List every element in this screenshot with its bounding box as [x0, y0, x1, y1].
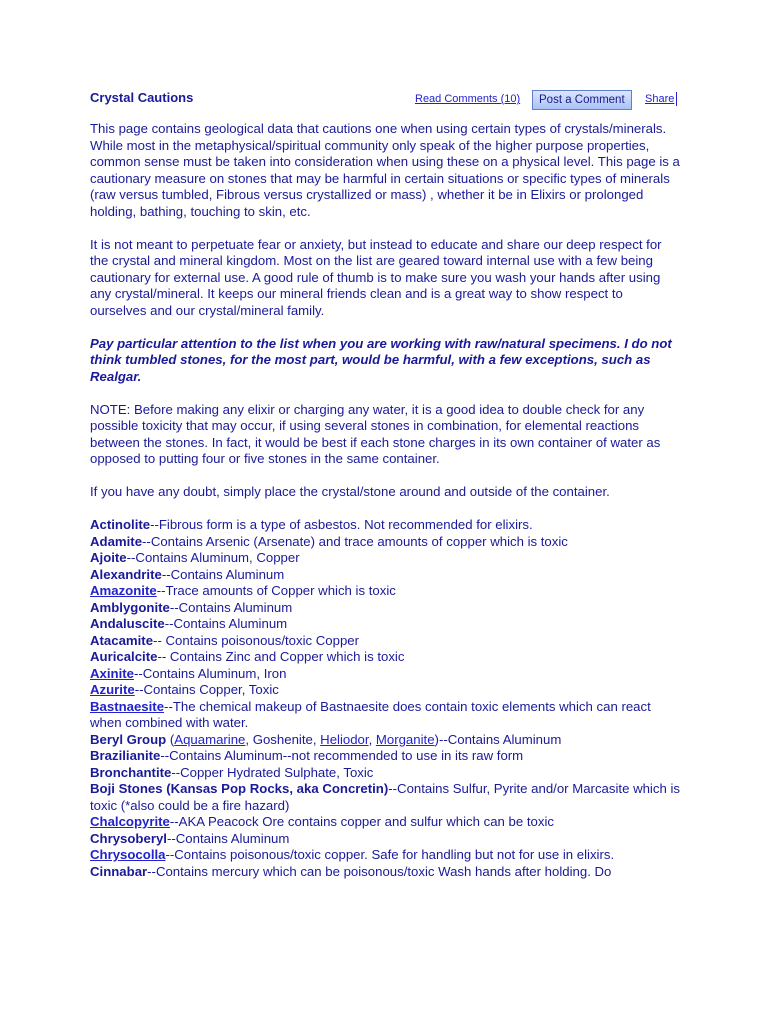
list-item	[90, 682, 682, 699]
list-item	[90, 864, 682, 881]
post-comment-button[interactable]: Post a Comment	[532, 90, 632, 110]
list-item	[90, 666, 682, 683]
mineral-name: Andaluscite	[90, 616, 165, 631]
mineral-name: Brazilianite	[90, 748, 161, 763]
mineral-caution: -- Contains Zinc and Copper which is toxic	[157, 649, 405, 664]
mineral-link-chrysocolla[interactable]: Chrysocolla	[90, 847, 166, 862]
mineral-name: Bronchantite	[90, 764, 172, 780]
list-item	[90, 765, 682, 782]
list-item	[90, 633, 682, 650]
mineral-name: Amblygonite	[90, 599, 170, 615]
share-divider	[676, 92, 677, 106]
mineral-caution: --Contains Sulfur, Pyrite and/or Marcasite which is toxic (*also could be a fire hazard)	[90, 781, 680, 813]
note-paragraph: NOTE: Before making any elixir or charging any water, it is a good idea to double check for any possible toxicity that may occur, if using several stones in combination, for elemental reactions between the stones. In fact, it would be best if each stone charges in its own container of water as opposed to putting four or five stones in the same container.	[90, 401, 661, 466]
mineral-caution: --Contains Copper, Toxic	[134, 682, 279, 697]
mineral-name: Auricalcite	[90, 649, 158, 664]
list-item	[90, 814, 682, 831]
article-header	[90, 90, 680, 110]
list-item	[90, 616, 682, 633]
mineral-name: Atacamite	[90, 632, 154, 648]
mineral-caution: --Contains Aluminum	[166, 830, 290, 846]
list-item	[90, 534, 682, 551]
list-item	[90, 831, 682, 848]
mineral-caution: --Contains Aluminum	[161, 566, 285, 582]
list-item	[90, 550, 682, 567]
mineral-link-morganite[interactable]: Morganite	[375, 731, 435, 747]
mineral-name: Boji Stones (Kansas Pop Rocks, aka Concretin)	[90, 781, 389, 796]
mineral-link-aquamarine[interactable]: Aquamarine	[174, 731, 246, 747]
list-item	[90, 600, 682, 617]
beryl-open: (	[166, 731, 175, 747]
mineral-link-amazonite[interactable]: Amazonite	[90, 583, 157, 598]
mineral-caution: )--Contains Aluminum	[434, 731, 562, 747]
mineral-caution: --Copper Hydrated Sulphate, Toxic	[171, 764, 374, 780]
mineral-name: Adamite	[90, 533, 143, 549]
mineral-caution: --Trace amounts of Copper which is toxic	[156, 583, 396, 598]
mineral-caution: -- Contains poisonous/toxic Copper	[153, 632, 360, 648]
mineral-name: Cinnabar	[90, 863, 148, 879]
mineral-link-azurite[interactable]: Azurite	[90, 682, 135, 697]
article-body	[90, 121, 682, 880]
mineral-caution: --Contains mercury which can be poisonous/toxic Wash hands after holding. Do	[147, 863, 612, 879]
mineral-caution: --AKA Peacock Ore contains copper and sulfur which can be toxic	[169, 814, 554, 829]
list-item	[90, 781, 682, 814]
list-item	[90, 649, 682, 666]
list-item	[90, 583, 682, 600]
mineral-name: Chrysoberyl	[90, 830, 167, 846]
list-item	[90, 517, 682, 534]
mineral-caution: --Contains Aluminum	[164, 616, 288, 631]
mineral-caution: --Contains Arsenic (Arsenate) and trace amounts of copper which is toxic	[142, 533, 568, 549]
mineral-name: Ajoite	[90, 550, 127, 565]
list-item	[90, 732, 682, 749]
mineral-caution: --Fibrous form is a type of asbestos. Not recommended for elixirs.	[150, 517, 533, 532]
share-link[interactable]: Share	[645, 93, 675, 105]
list-item	[90, 699, 682, 732]
mineral-link-bastnaesite[interactable]: Bastnaesite	[90, 698, 165, 714]
caution-list	[90, 517, 682, 880]
mineral-caution: --Contains Aluminum, Iron	[133, 665, 287, 681]
mineral-caution: --The chemical makeup of Bastnaesite does contain toxic elements which can react when combined with water.	[90, 698, 651, 730]
mineral-link-chalcopyrite[interactable]: Chalcopyrite	[90, 814, 170, 829]
mineral-caution: --Contains Aluminum	[169, 599, 293, 615]
beryl-separator: ,	[368, 731, 376, 747]
mineral-caution: --Contains Aluminum, Copper	[126, 550, 300, 565]
mineral-name: Beryl Group	[90, 731, 167, 747]
mineral-caution: --Contains poisonous/toxic copper. Safe for handling but not for use in elixirs.	[165, 847, 615, 862]
list-item	[90, 567, 682, 584]
doubt-paragraph: If you have any doubt, simply place the crystal/stone around and outside of the container.	[90, 484, 610, 499]
beryl-separator: , Goshenite,	[245, 731, 321, 747]
mineral-link-axinite[interactable]: Axinite	[90, 665, 134, 681]
emphasis-paragraph: Pay particular attention to the list when you are working with raw/natural specimens. I do not think tumbled stones, for the most part, would be harmful, with a few exceptions, such as Realgar.	[90, 335, 672, 384]
intro-paragraph: It is not meant to perpetuate fear or anxiety, but instead to educate and share our deep respect for the crystal and mineral kingdom. Most on the list are geared toward internal use with a few being cautionary for external use. A good rule of thumb is to make sure you wash your hands after using any crystal/mineral. It keeps our mineral friends clean and is a great way to show respect to ourselves and our crystal/mineral family.	[90, 236, 662, 318]
mineral-name: Alexandrite	[90, 566, 162, 582]
list-item	[90, 748, 682, 765]
mineral-link-heliodor[interactable]: Heliodor	[320, 731, 369, 747]
page-title: Crystal Cautions	[90, 90, 194, 105]
mineral-caution: --Contains Aluminum--not recommended to use in its raw form	[160, 748, 524, 763]
read-comments-link[interactable]: Read Comments (10)	[415, 93, 521, 105]
intro-paragraph: This page contains geological data that cautions one when using certain types of crystals/minerals. While most in the metaphysical/spiritual community only speak of the higher purpose properties, common sense must be taken into consideration when using these on a physical level. This page is a cautionary measure on stones that may be harmful in certain situations or specific types of minerals (raw versus tumbled, Fibrous versus crystallized or mass) , whether it be in Elixirs or prolonged holding, bathing, touching to skin, etc.	[90, 121, 680, 219]
mineral-name: Actinolite	[90, 517, 151, 532]
list-item	[90, 847, 682, 864]
